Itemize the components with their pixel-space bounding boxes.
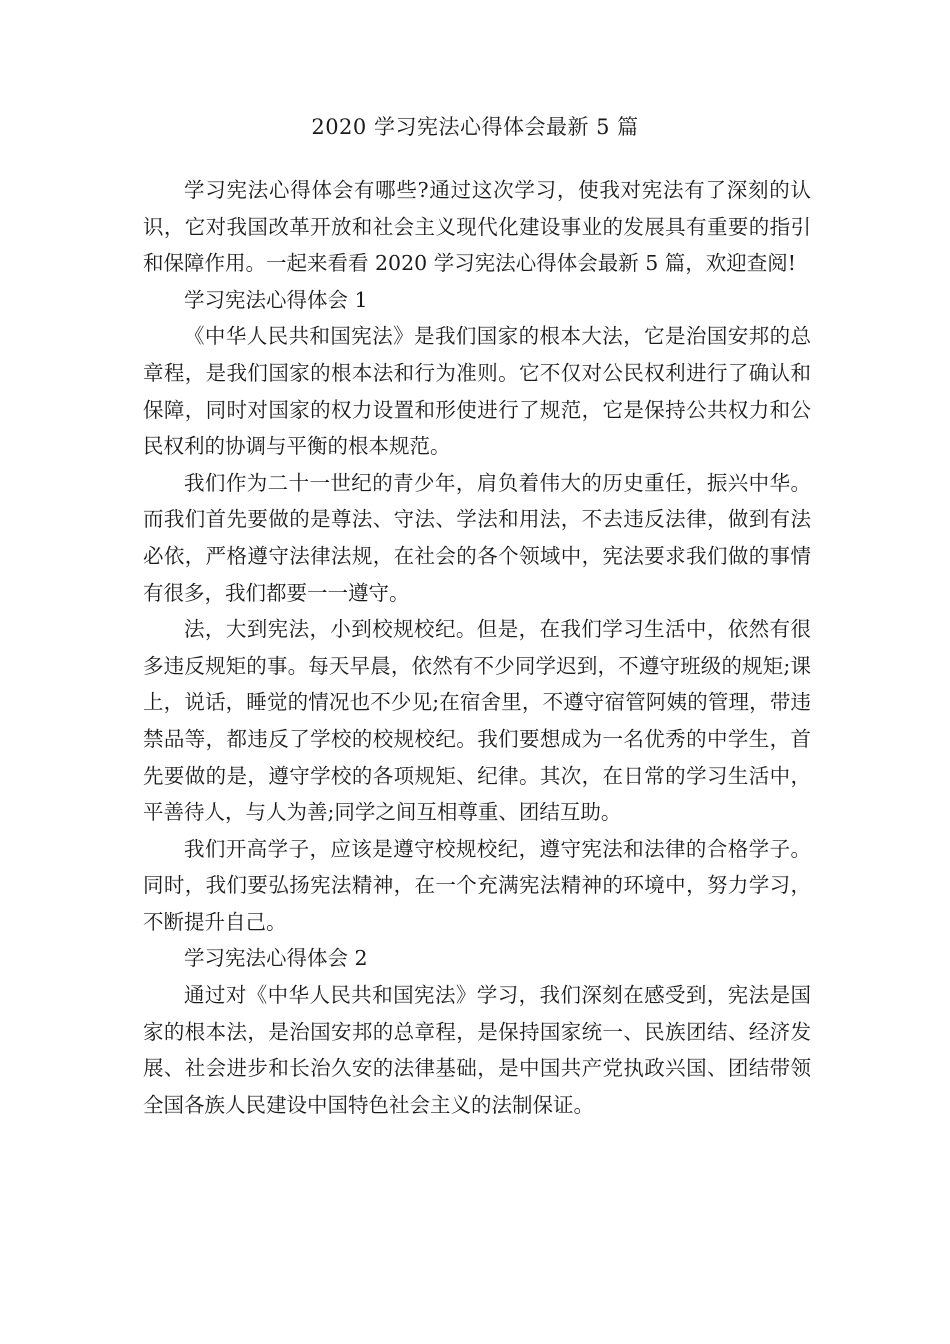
section-heading-2: 学习宪法心得体会 2 <box>184 946 368 971</box>
intro-paragraph: 学习宪法心得体会有哪些?通过这次学习，使我对宪法有了深刻的认识，它对我国改革开放和社会主义现代化建设事业的发展具有重要的指引和保障作用。一起来看看 2020 学习宪法心得体会最新 5 篇，欢迎查阅! <box>143 178 811 276</box>
document-body <box>143 172 811 1123</box>
document-title: 2020 学习宪法心得体会最新 5 篇 <box>311 115 639 139</box>
paragraph: 通过对《中华人民共和国宪法》学习，我们深刻在感受到，宪法是国家的根本法，是治国安邦的总章程，是保持国家统一、民族团结、经济发展、社会进步和长治久安的法律基础，是中国共产党执政兴国、团结带领全国各族人民建设中国特色社会主义的法制保证。 <box>143 983 811 1117</box>
paragraph: 我们开高学子，应该是遵守校规校纪，遵守宪法和法律的合格学子。同时，我们要弘扬宪法精神，在一个充满宪法精神的环境中，努力学习，不断提升自己。 <box>143 836 811 934</box>
paragraph: 我们作为二十一世纪的青少年，肩负着伟大的历史重任，振兴中华。而我们首先要做的是尊法、守法、学法和用法，不去违反法律，做到有法必依，严格遵守法律法规，在社会的各个领域中，宪法要求我们做的事情有很多，我们都要一一遵守。 <box>143 470 811 605</box>
paragraph: 《中华人民共和国宪法》是我们国家的根本大法，它是治国安邦的总章程，是我们国家的根本法和行为准则。它不仅对公民权利进行了确认和保障，同时对国家的权力设置和形使进行了规范，它是保持公共权力和公民权利的协调与平衡的根本规范。 <box>143 324 811 459</box>
paragraph: 法，大到宪法，小到校规校纪。但是，在我们学习生活中，依然有很多违反规矩的事。每天早晨，依然有不少同学迟到，不遵守班级的规矩;课上，说话，睡觉的情况也不少见;在宿舍里，不遵守宿管阿姨的管理，带违禁品等，都违反了学校的校规校纪。我们要想成为一名优秀的中学生，首先要做的是，遵守学校的各项规矩、纪律。其次，在日常的学习生活中，平善待人，与人为善;同学之间互相尊重、团结互助。 <box>143 617 811 825</box>
section-heading-1: 学习宪法心得体会 1 <box>184 287 368 312</box>
